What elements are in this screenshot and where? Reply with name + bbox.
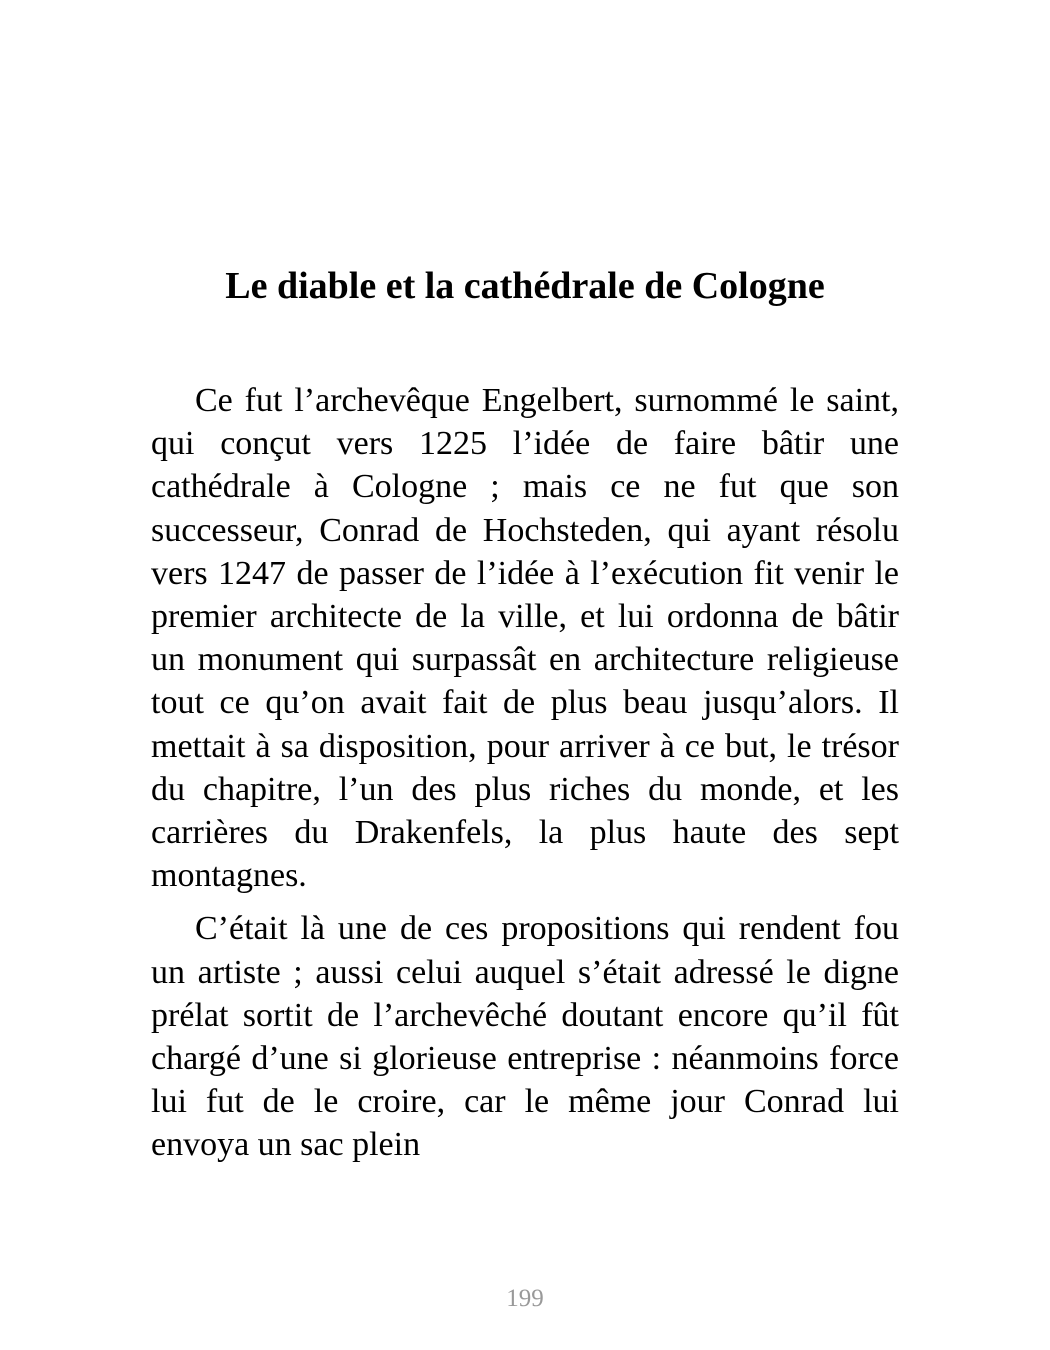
body-text bbox=[151, 379, 899, 1167]
paragraph: C’était là une de ces propositions qui rendent fou un artiste ; aussi celui auquel s’était adressé le digne prélat sortit de l’archevêché doutant encore qu’il fût chargé d’une si glorieuse entreprise : néanmoins force lui fut de le croire, car le même jour Conrad lui envoya un sac plein bbox=[151, 910, 899, 1164]
page-number: 199 bbox=[506, 1285, 544, 1312]
chapter-title: Le diable et la cathédrale de Cologne bbox=[225, 265, 825, 307]
paragraph: Ce fut l’archevêque Engelbert, surnommé le saint, qui conçut vers 1225 l’idée de faire bâtir une cathédrale à Cologne ; mais ce ne fut que son successeur, Conrad de Hochsteden, qui ayant résolu vers 1247 de passer de l’idée à l’exécution fit venir le premier architecte de la ville, et lui ordonna de bâtir un monument qui surpassât en architecture religieuse tout ce qu’on avait fait de plus beau jusqu’alors. Il mettait à sa disposition, pour arriver à ce but, le trésor du chapitre, l’un des plus riches du monde, et les carrières du Drakenfels, la plus haute des sept montagnes. bbox=[151, 382, 899, 895]
